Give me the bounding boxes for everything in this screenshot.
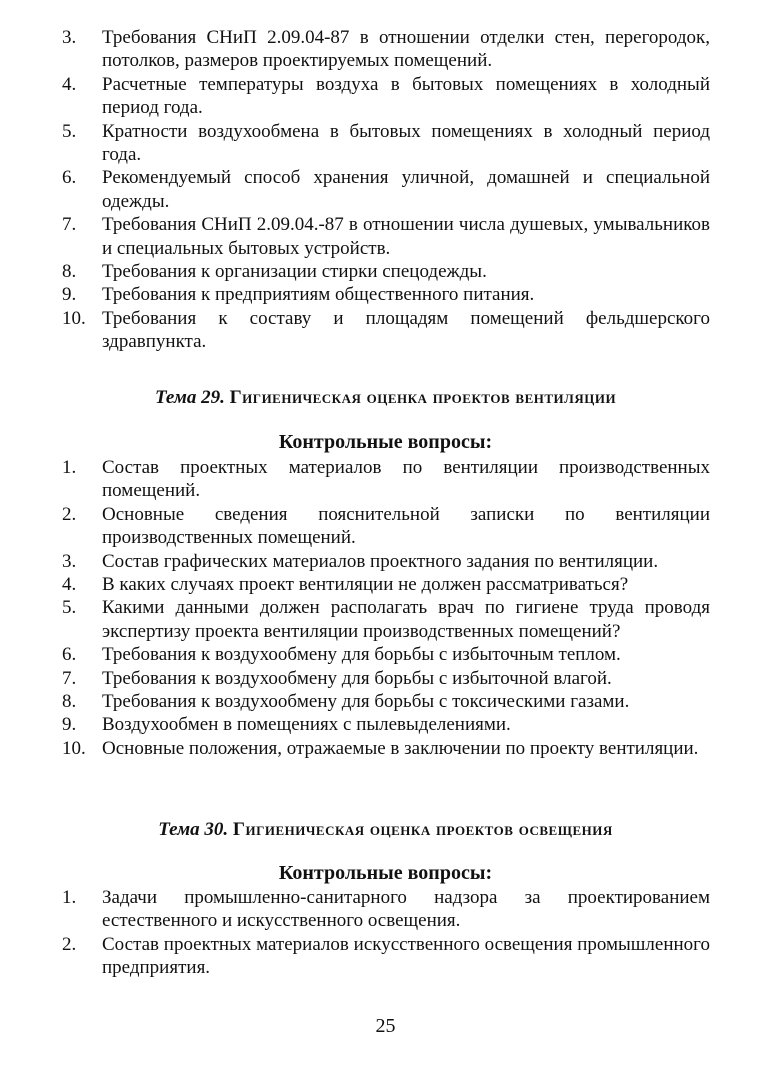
topic-29-name: Гигиеническая оценка проектов вентиляции [229,387,617,408]
list-item [62,283,710,306]
item-number: 1. [62,887,77,908]
item-text: Требования СНиП 2.09.04-87 в отношении отделки стен, перегородок, потолков, размеров проектируемых помещений. [102,27,710,72]
page-number: 25 [375,1015,396,1037]
item-number: 6. [62,167,77,189]
item-number: 4. [62,574,77,596]
topic-29-title [0,386,771,410]
topic-29-questions-heading: Контрольные вопросы: [278,431,493,453]
item-text: Требования к воздухообмену для борьбы с токсическими газами. [102,691,630,713]
list-item [62,667,710,690]
list-item [62,550,710,573]
item-text: В каких случаях проект вентиляции не должен рассматриваться? [102,574,629,596]
topic-29-question-list [62,456,710,760]
topic-30-name: Гигиеническая оценка проектов освещения [232,819,613,840]
topic-29-label: Тема 29. [154,387,225,408]
item-number: 5. [62,120,77,142]
list-item [62,503,710,550]
item-text: Требования к организации стирки спецодежды. [102,261,487,283]
item-number: 10. [62,307,86,329]
list-item [62,120,710,167]
topic-30-title [0,818,771,842]
list-item [62,213,710,260]
item-text: Кратности воздухообмена в бытовых помещениях в холодный период года. [102,120,710,166]
item-number: 4. [62,73,77,95]
item-text: Задачи промышленно-санитарного надзора за проектированием естественного и искусственного освещения. [102,887,710,932]
item-text: Воздухообмен в помещениях с пылевыделениями. [102,714,511,736]
topic-30-questions-heading: Контрольные вопросы: [278,862,493,884]
list-item [62,596,710,643]
list-item [62,573,710,596]
list-item [62,456,710,503]
item-number: 8. [62,691,77,713]
item-number: 7. [62,214,77,236]
item-text: Требования к составу и площадям помещений фельдшерского здравпункта. [102,307,710,353]
list-item [62,166,710,213]
item-number: 6. [62,644,77,666]
item-number: 3. [62,550,77,572]
list-item [62,713,710,736]
item-number: 7. [62,667,77,689]
topic-30-question-list [62,886,710,980]
item-text: Требования к воздухообмену для борьбы с избыточным теплом. [102,644,621,666]
list-item [62,260,710,283]
item-number: 9. [62,284,77,306]
list-item [62,933,710,980]
item-text: Требования к воздухообмену для борьбы с избыточной влагой. [102,667,612,689]
list-item [62,886,710,933]
item-text: Требования СНиП 2.09.04.-87 в отношении числа душевых, умывальников и специальных бытовых устройств. [102,214,710,259]
list-item [62,690,710,713]
list-item [62,307,710,354]
item-text: Состав графических материалов проектного задания по вентиляции. [102,550,659,572]
item-text: Расчетные температуры воздуха в бытовых помещениях в холодный период года. [102,73,710,119]
item-text: Основные сведения пояснительной записки по вентиляции производственных помещений. [102,503,710,549]
list-item [62,643,710,666]
list-item [62,73,710,120]
item-number: 3. [62,27,77,48]
item-number: 10. [62,737,86,759]
item-number: 2. [62,503,77,525]
item-number: 2. [62,933,77,955]
item-text: Рекомендуемый способ хранения уличной, домашней и специальной одежды. [102,167,710,212]
item-number: 1. [62,457,77,478]
list-item [62,26,710,73]
item-number: 8. [62,261,77,283]
list-item [62,737,710,760]
question-list-continued [62,26,710,354]
item-number: 5. [62,597,77,619]
item-text: Какими данными должен располагать врач по гигиене труда проводя экспертизу проекта вентиляции производственных помещений? [102,597,710,642]
item-text: Состав проектных материалов по вентиляции производственных помещений. [102,457,710,502]
item-text: Состав проектных материалов искусственного освещения промышленного предприятия. [102,933,710,979]
item-number: 9. [62,714,77,736]
item-text: Основные положения, отражаемые в заключении по проекту вентиляции. [102,737,699,759]
topic-30-label: Тема 30. [158,819,229,840]
item-text: Требования к предприятиям общественного питания. [102,284,535,306]
